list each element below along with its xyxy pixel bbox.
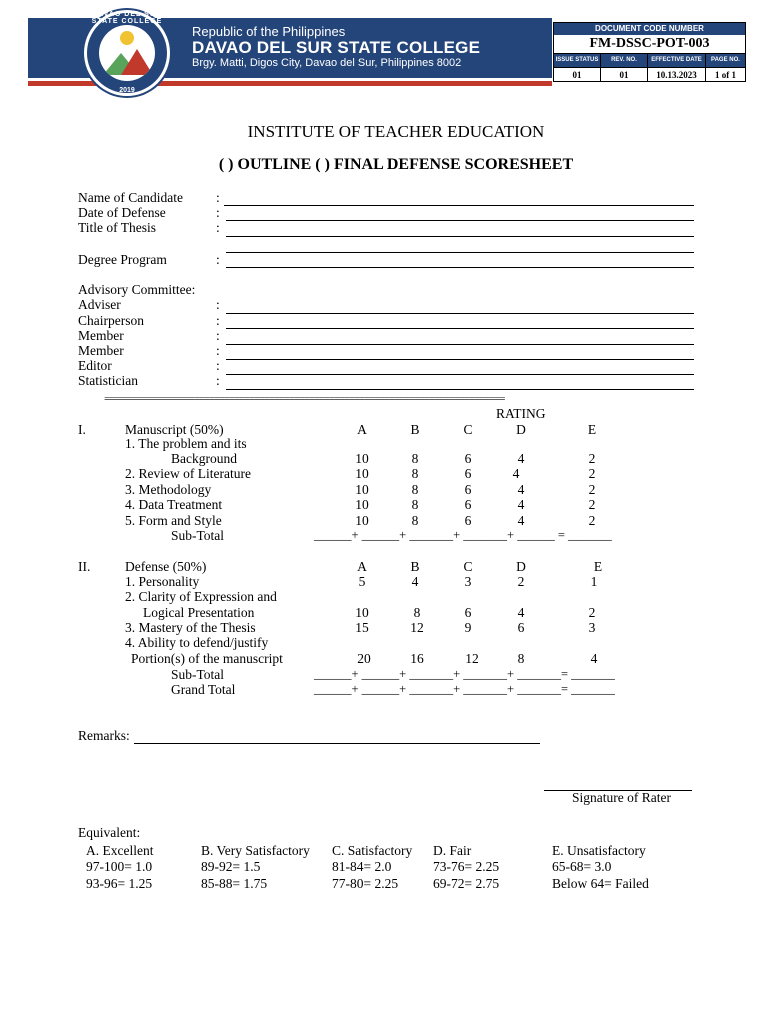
score-b: 8 xyxy=(411,466,419,481)
effective-date-value: 10.13.2023 xyxy=(648,68,706,82)
committee-label: Advisory Committee: xyxy=(78,282,196,297)
score-a: 10 xyxy=(355,482,369,497)
statistician-label: Statistician xyxy=(78,373,138,388)
date-of-defense-field[interactable] xyxy=(226,220,694,221)
criterion-label: 4. Data Treatment xyxy=(125,497,223,512)
mountain-red-icon xyxy=(121,49,153,75)
score-c: 6 xyxy=(464,451,472,466)
col-b-header: B xyxy=(410,559,420,574)
date-label: Date of Defense xyxy=(78,205,166,220)
rating-label: RATING xyxy=(496,406,546,421)
editor-label: Editor xyxy=(78,358,112,373)
grade-range: 97-100= 1.0 xyxy=(86,859,153,874)
grade-fair: D. Fair xyxy=(433,843,472,858)
grand-total-blanks[interactable]: ______+ ______+ _______+ _______+ _______= _______ xyxy=(314,682,615,696)
editor-field[interactable] xyxy=(226,374,694,375)
republic-text: Republic of the Philippines xyxy=(192,24,346,39)
col-b-header: B xyxy=(410,422,420,437)
grade-range: 85-88= 1.75 xyxy=(201,876,268,891)
col-c-header: C xyxy=(463,422,473,437)
grade-range: 65-68= 3.0 xyxy=(552,859,612,874)
colon: : xyxy=(216,190,220,205)
score-a: 10 xyxy=(355,497,369,512)
colon: : xyxy=(216,343,220,358)
grade-excellent: A. Excellent xyxy=(86,843,154,858)
remarks-label: Remarks: xyxy=(78,728,130,743)
grade-range: 77-80= 2.25 xyxy=(332,876,399,891)
statistician-field[interactable] xyxy=(226,389,694,390)
score-a: 10 xyxy=(355,451,369,466)
score-d: 4 xyxy=(517,497,525,512)
score-c: 6 xyxy=(464,497,472,512)
effective-date-header: EFFECTIVE DATE xyxy=(648,54,706,67)
candidate-name-field[interactable] xyxy=(224,205,694,206)
score-a: 10 xyxy=(355,466,369,481)
score-c: 3 xyxy=(464,574,472,589)
sun-icon xyxy=(120,31,134,45)
col-a-header: A xyxy=(357,559,367,574)
score-b: 8 xyxy=(411,513,419,528)
colon: : xyxy=(216,205,220,220)
score-a: 15 xyxy=(355,620,369,635)
grade-range: 93-96= 1.25 xyxy=(86,876,153,891)
chairperson-label: Chairperson xyxy=(78,313,144,328)
signature-label: Signature of Rater xyxy=(572,790,671,805)
seal-year: 2019 xyxy=(119,87,135,94)
section-2-title: Defense (50%) xyxy=(125,559,207,574)
score-c: 6 xyxy=(464,482,472,497)
thesis-title-field-1[interactable] xyxy=(226,236,694,237)
remarks-field[interactable] xyxy=(134,743,540,744)
score-d: 4 xyxy=(517,513,525,528)
degree-program-field[interactable] xyxy=(226,267,694,268)
thesis-label: Title of Thesis xyxy=(78,220,157,235)
member-field-1[interactable] xyxy=(226,344,694,345)
page-no-header: PAGE NO. xyxy=(711,57,740,63)
score-b: 8 xyxy=(411,482,419,497)
criterion-label: 2. Clarity of Expression and xyxy=(125,589,277,604)
seal-emblem xyxy=(99,25,155,81)
score-d: 6 xyxy=(517,620,525,635)
member-field-2[interactable] xyxy=(226,359,694,360)
issue-status-header: ISSUE STATUS xyxy=(554,54,601,67)
score-d: 4 xyxy=(517,451,525,466)
page-no-value: 1 of 1 xyxy=(715,70,736,80)
issue-status-value: 01 xyxy=(554,68,601,82)
degree-label: Degree Program xyxy=(78,252,167,267)
criterion-label: Logical Presentation xyxy=(143,605,255,620)
grade-range: 89-92= 1.5 xyxy=(201,859,261,874)
separator-line: ================================================================================ xyxy=(104,393,505,405)
score-d: 4 xyxy=(512,466,520,481)
score-e: 3 xyxy=(588,620,596,635)
rev-no-value: 01 xyxy=(601,68,648,82)
score-e: 2 xyxy=(588,466,596,481)
section-1-roman: I. xyxy=(78,422,86,437)
rev-no-header: REV. NO. xyxy=(601,54,648,67)
score-e: 1 xyxy=(590,574,598,589)
criterion-label: 4. Ability to defend/justify xyxy=(125,635,269,650)
section-2-roman: II. xyxy=(78,559,91,574)
score-a: 20 xyxy=(357,651,371,666)
doc-code-values xyxy=(554,67,745,82)
grade-range: 81-84= 2.0 xyxy=(332,859,392,874)
colon: : xyxy=(216,252,220,267)
score-a: 10 xyxy=(355,513,369,528)
subtotal-label: Sub-Total xyxy=(171,667,225,682)
score-a: 5 xyxy=(358,574,366,589)
criterion-label: 1. The problem and its xyxy=(125,436,247,451)
colon: : xyxy=(216,358,220,373)
grade-range: Below 64= Failed xyxy=(552,876,649,891)
grade-satisfactory: C. Satisfactory xyxy=(332,843,413,858)
score-c: 6 xyxy=(464,605,472,620)
score-e: 2 xyxy=(588,605,596,620)
grade-unsatisfactory: E. Unsatisfactory xyxy=(552,843,646,858)
score-b: 4 xyxy=(411,574,419,589)
grade-very-satisfactory: B. Very Satisfactory xyxy=(201,843,310,858)
score-b: 8 xyxy=(413,605,421,620)
grade-range: 69-72= 2.75 xyxy=(433,876,500,891)
score-e: 2 xyxy=(588,497,596,512)
score-a: 10 xyxy=(355,605,369,620)
colon: : xyxy=(216,297,220,312)
doc-code-headers xyxy=(554,54,745,67)
score-d: 8 xyxy=(517,651,525,666)
score-b: 8 xyxy=(411,497,419,512)
criterion-label: 1. Personality xyxy=(125,574,200,589)
score-e: 4 xyxy=(590,651,598,666)
col-d-header: D xyxy=(516,422,526,437)
col-c-header: C xyxy=(463,559,473,574)
chairperson-field[interactable] xyxy=(226,328,694,329)
colon: : xyxy=(216,373,220,388)
institute-title: INSTITUTE OF TEACHER EDUCATION xyxy=(247,122,545,141)
grade-range: 73-76= 2.25 xyxy=(433,859,500,874)
score-b: 8 xyxy=(411,451,419,466)
score-b: 12 xyxy=(410,620,424,635)
score-e: 2 xyxy=(588,451,596,466)
col-e-header: E xyxy=(587,422,597,437)
doc-code-value: FM-DSSC-POT-003 xyxy=(554,35,745,54)
college-seal-logo xyxy=(84,10,170,96)
college-name: DAVAO DEL SUR STATE COLLEGE xyxy=(192,38,481,57)
colon: : xyxy=(216,328,220,343)
college-address: Brgy. Matti, Digos City, Davao del Sur, Philippines 8002 xyxy=(192,57,462,69)
col-e-header: E xyxy=(593,559,603,574)
score-d: 4 xyxy=(517,605,525,620)
subtotal-blanks[interactable]: ______+ ______+ _______+ _______+ _______= _______ xyxy=(314,667,615,681)
section-1-title: Manuscript (50%) xyxy=(125,422,224,437)
equivalent-label: Equivalent: xyxy=(78,825,141,840)
criterion-label: 2. Review of Literature xyxy=(125,466,251,481)
subtotal-label: Sub-Total xyxy=(171,528,225,543)
form-title: ( ) OUTLINE ( ) FINAL DEFENSE SCORESHEET xyxy=(218,156,574,173)
grand-total-label: Grand Total xyxy=(171,682,236,697)
seal-text: DAVAO DEL SUR STATE COLLEGE xyxy=(91,11,163,25)
score-c: 6 xyxy=(464,513,472,528)
member-label-2: Member xyxy=(78,343,124,358)
criterion-label: 3. Mastery of the Thesis xyxy=(125,620,256,635)
criterion-label: 3. Methodology xyxy=(125,482,212,497)
candidate-label: Name of Candidate xyxy=(78,190,183,205)
document-code-box xyxy=(553,22,746,82)
adviser-field[interactable] xyxy=(226,313,694,314)
score-d: 2 xyxy=(517,574,525,589)
col-a-header: A xyxy=(357,422,367,437)
colon: : xyxy=(216,220,220,235)
score-c: 12 xyxy=(465,651,479,666)
member-label-1: Member xyxy=(78,328,124,343)
criterion-label: Background xyxy=(171,451,237,466)
score-b: 16 xyxy=(410,651,424,666)
thesis-title-field-2[interactable] xyxy=(226,252,694,253)
score-c: 9 xyxy=(464,620,472,635)
adviser-label: Adviser xyxy=(78,297,121,312)
doc-code-title: DOCUMENT CODE NUMBER xyxy=(554,23,745,35)
colon: : xyxy=(216,313,220,328)
criterion-label: 5. Form and Style xyxy=(125,513,222,528)
score-c: 6 xyxy=(464,466,472,481)
col-d-header: D xyxy=(516,559,526,574)
score-e: 2 xyxy=(588,513,596,528)
criterion-label: Portion(s) of the manuscript xyxy=(131,651,283,666)
subtotal-blanks[interactable]: ______+ ______+ _______+ _______+ ______ = _______ xyxy=(314,528,612,542)
score-e: 2 xyxy=(588,482,596,497)
score-d: 4 xyxy=(517,482,525,497)
